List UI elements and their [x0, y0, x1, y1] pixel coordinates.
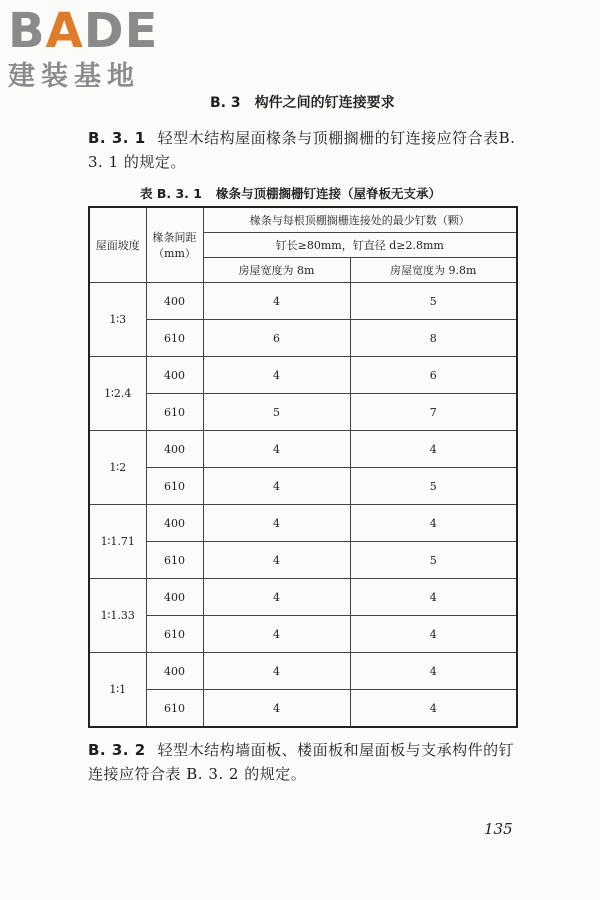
header-slope: 屋面坡度	[89, 207, 146, 283]
spacing-cell: 400	[146, 357, 203, 394]
table-row	[89, 616, 517, 653]
clause-number: B. 3. 1	[88, 129, 146, 147]
nails-9-8m-cell: 4	[350, 653, 517, 690]
header-width-9-8m: 房屋宽度为 9.8m	[350, 258, 517, 283]
table-row	[89, 468, 517, 505]
slope-cell: 1∶1.71	[89, 505, 146, 579]
nails-9-8m-cell: 4	[350, 579, 517, 616]
slope-cell: 1∶3	[89, 283, 146, 357]
slope-cell: 1∶1.33	[89, 579, 146, 653]
nails-8m-cell: 4	[203, 283, 350, 320]
table-row	[89, 690, 517, 728]
table-number: 表 B. 3. 1	[140, 186, 202, 201]
nails-8m-cell: 5	[203, 394, 350, 431]
nails-9-8m-cell: 6	[350, 357, 517, 394]
spacing-cell: 400	[146, 579, 203, 616]
slope-cell: 1∶2.4	[89, 357, 146, 431]
table-row	[89, 357, 517, 394]
table-row	[89, 394, 517, 431]
table-row	[89, 579, 517, 616]
slope-cell: 1∶2	[89, 431, 146, 505]
nails-8m-cell: 4	[203, 505, 350, 542]
spacing-cell: 610	[146, 690, 203, 728]
spacing-cell: 610	[146, 542, 203, 579]
header-spacing: 椽条间距（mm）	[146, 207, 203, 283]
clause-b-3-1	[88, 126, 518, 174]
section-title: B. 3 构件之间的钉连接要求	[210, 95, 395, 111]
nails-8m-cell: 4	[203, 616, 350, 653]
bade-logo	[8, 4, 178, 94]
nails-8m-cell: 4	[203, 468, 350, 505]
clause-b-3-2	[88, 738, 518, 786]
clause-number: B. 3. 2	[88, 741, 146, 759]
spacing-cell: 400	[146, 431, 203, 468]
spacing-cell: 400	[146, 653, 203, 690]
spacing-cell: 400	[146, 505, 203, 542]
nails-8m-cell: 4	[203, 579, 350, 616]
nails-9-8m-cell: 4	[350, 505, 517, 542]
table-row	[89, 431, 517, 468]
header-nail-spec: 钉长≥80mm，钉直径 d≥2.8mm	[203, 233, 517, 258]
clause-text: 轻型木结构屋面椽条与顶棚搁栅的钉连接应符合表B. 3. 1 的规定。	[88, 129, 516, 171]
logo-subtitle: 建装基地	[8, 61, 140, 92]
nails-9-8m-cell: 5	[350, 468, 517, 505]
header-group: 椽条与每根顶棚搁栅连接处的最少钉数（颗）	[203, 207, 517, 233]
spacing-cell: 610	[146, 468, 203, 505]
nails-8m-cell: 4	[203, 542, 350, 579]
table-row	[89, 320, 517, 357]
slope-cell: 1∶1	[89, 653, 146, 728]
table-row	[89, 283, 517, 320]
table-row	[89, 542, 517, 579]
spacing-cell: 610	[146, 394, 203, 431]
nails-8m-cell: 4	[203, 690, 350, 728]
logo-wordmark: BADE	[8, 3, 159, 59]
nails-9-8m-cell: 7	[350, 394, 517, 431]
page-number: 135	[484, 820, 513, 838]
table-title: 椽条与顶棚搁栅钉连接（屋脊板无支承）	[215, 186, 441, 201]
nails-8m-cell: 4	[203, 357, 350, 394]
table-caption	[140, 184, 441, 202]
nails-9-8m-cell: 4	[350, 690, 517, 728]
spacing-cell: 610	[146, 320, 203, 357]
nails-9-8m-cell: 4	[350, 431, 517, 468]
nails-9-8m-cell: 5	[350, 542, 517, 579]
nails-8m-cell: 4	[203, 653, 350, 690]
spacing-cell: 400	[146, 283, 203, 320]
nails-8m-cell: 4	[203, 431, 350, 468]
table-row	[89, 653, 517, 690]
nails-9-8m-cell: 8	[350, 320, 517, 357]
table-row	[89, 505, 517, 542]
nails-9-8m-cell: 5	[350, 283, 517, 320]
spacing-cell: 610	[146, 616, 203, 653]
nails-9-8m-cell: 4	[350, 616, 517, 653]
nail-connection-table	[88, 206, 518, 728]
header-width-8m: 房屋宽度为 8m	[203, 258, 350, 283]
nails-8m-cell: 6	[203, 320, 350, 357]
clause-text: 轻型木结构墙面板、楼面板和屋面板与支承构件的钉连接应符合表 B. 3. 2 的规定。	[88, 741, 515, 783]
